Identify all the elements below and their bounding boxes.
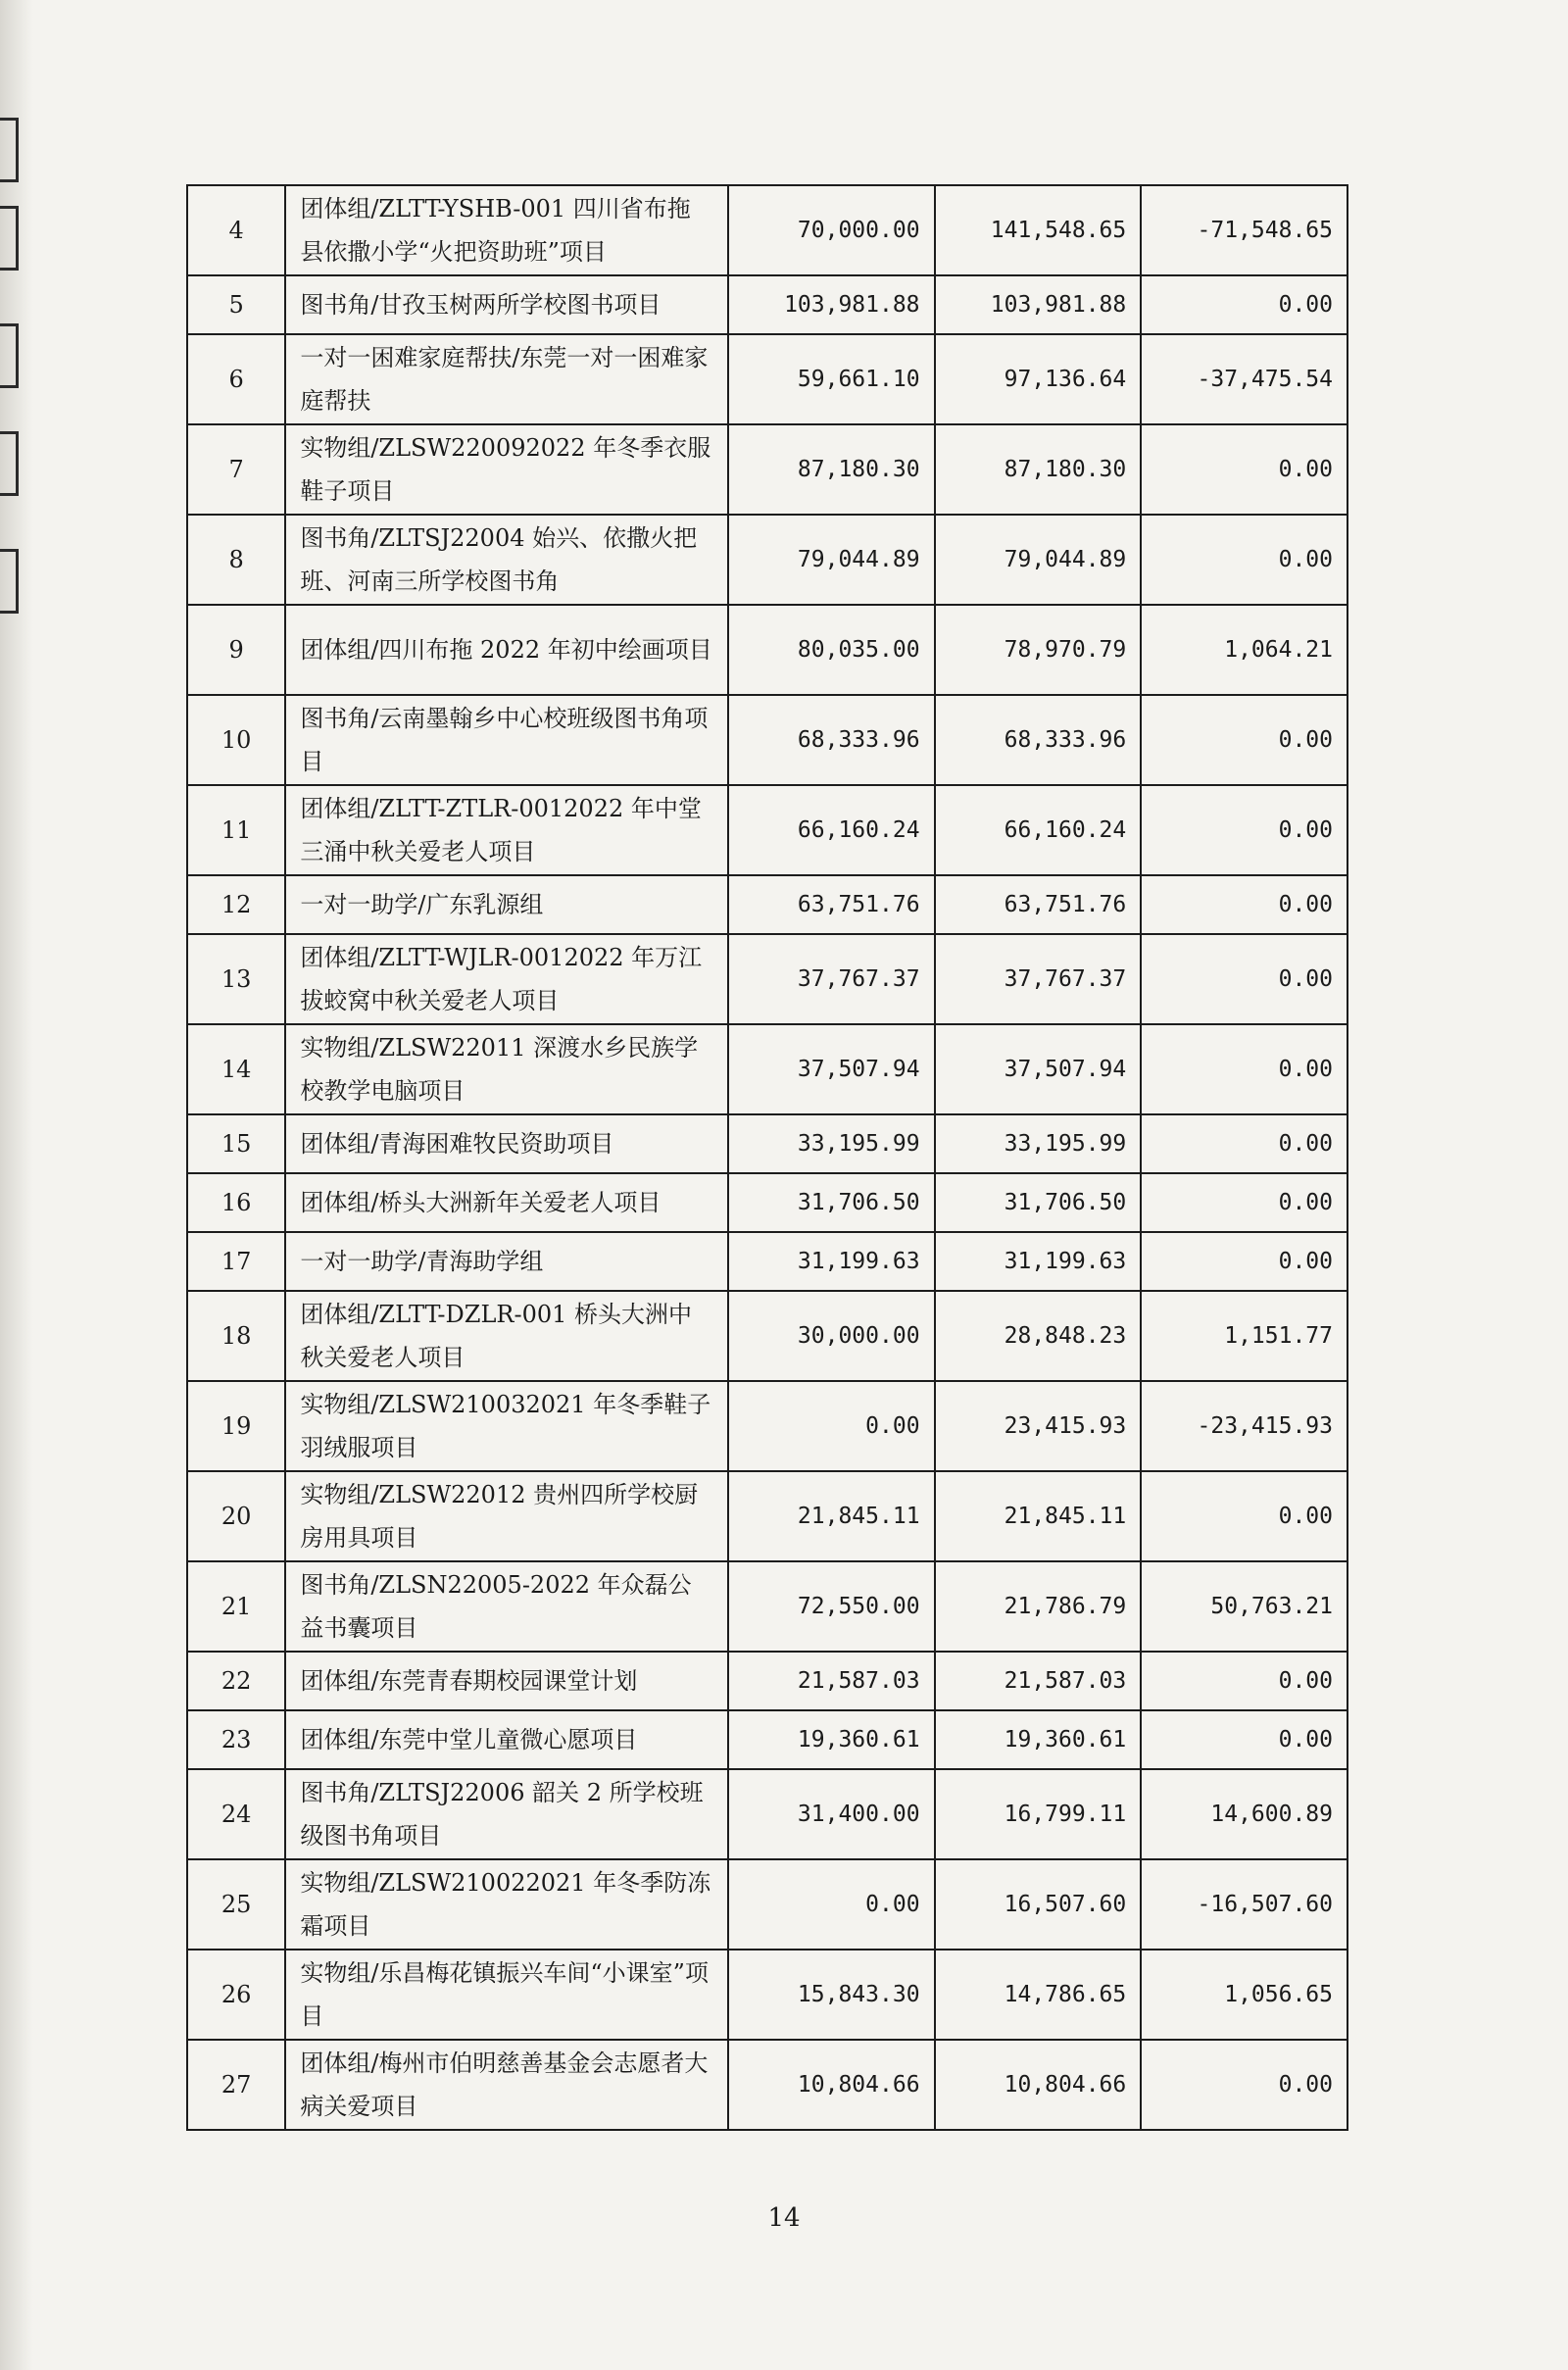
amount-cell: -37,475.54 [1141, 334, 1348, 424]
amount-cell: 72,550.00 [728, 1561, 935, 1652]
amount-cell: 33,195.99 [728, 1114, 935, 1173]
table-row [187, 1769, 1348, 1859]
project-name: 一对一助学/广东乳源组 [285, 875, 728, 934]
table-row [187, 424, 1348, 515]
row-number: 24 [187, 1769, 285, 1859]
table-row [187, 1173, 1348, 1232]
binding-mark [0, 431, 19, 496]
row-number: 13 [187, 934, 285, 1024]
project-name: 实物组/ZLSW210032021 年冬季鞋子羽绒服项目 [285, 1381, 728, 1471]
amount-cell: 0.00 [1141, 1024, 1348, 1114]
amount-cell: 79,044.89 [728, 515, 935, 605]
amount-cell: 0.00 [1141, 695, 1348, 785]
amount-cell: 16,799.11 [935, 1769, 1142, 1859]
amount-cell: 87,180.30 [935, 424, 1142, 515]
amount-cell: 0.00 [1141, 875, 1348, 934]
amount-cell: 37,767.37 [935, 934, 1142, 1024]
amount-cell: 0.00 [1141, 515, 1348, 605]
row-number: 4 [187, 185, 285, 275]
row-number: 22 [187, 1652, 285, 1710]
binding-edge [0, 0, 33, 2370]
table-row [187, 875, 1348, 934]
amount-cell: 103,981.88 [728, 275, 935, 334]
amount-cell: 23,415.93 [935, 1381, 1142, 1471]
amount-cell: 37,767.37 [728, 934, 935, 1024]
table-row [187, 185, 1348, 275]
amount-cell: 10,804.66 [935, 2040, 1142, 2130]
amount-cell: 63,751.76 [935, 875, 1142, 934]
amount-cell: 19,360.61 [935, 1710, 1142, 1769]
row-number: 5 [187, 275, 285, 334]
amount-cell: 66,160.24 [935, 785, 1142, 875]
binding-mark [0, 549, 19, 614]
amount-cell: 10,804.66 [728, 2040, 935, 2130]
table-row [187, 1859, 1348, 1950]
row-number: 25 [187, 1859, 285, 1950]
amount-cell: -16,507.60 [1141, 1859, 1348, 1950]
project-name: 团体组/青海困难牧民资助项目 [285, 1114, 728, 1173]
amount-cell: 21,786.79 [935, 1561, 1142, 1652]
row-number: 19 [187, 1381, 285, 1471]
project-name: 实物组/乐昌梅花镇振兴车间“小课室”项目 [285, 1950, 728, 2040]
amount-cell: 63,751.76 [728, 875, 935, 934]
project-name: 图书角/ZLTSJ22006 韶关 2 所学校班级图书角项目 [285, 1769, 728, 1859]
project-name: 团体组/东莞青春期校园课堂计划 [285, 1652, 728, 1710]
project-name: 一对一困难家庭帮扶/东莞一对一困难家庭帮扶 [285, 334, 728, 424]
row-number: 20 [187, 1471, 285, 1561]
project-name: 实物组/ZLSW22011 深渡水乡民族学校教学电脑项目 [285, 1024, 728, 1114]
row-number: 18 [187, 1291, 285, 1381]
amount-cell: 1,064.21 [1141, 605, 1348, 695]
amount-cell: 16,507.60 [935, 1859, 1142, 1950]
project-name: 图书角/ZLSN22005-2022 年众磊公益书囊项目 [285, 1561, 728, 1652]
project-name: 实物组/ZLSW220092022 年冬季衣服鞋子项目 [285, 424, 728, 515]
amount-cell: 50,763.21 [1141, 1561, 1348, 1652]
row-number: 10 [187, 695, 285, 785]
table-row [187, 515, 1348, 605]
binding-mark [0, 206, 19, 271]
project-name: 团体组/桥头大洲新年关爱老人项目 [285, 1173, 728, 1232]
amount-cell: 0.00 [1141, 275, 1348, 334]
amount-cell: 28,848.23 [935, 1291, 1142, 1381]
amount-cell: 14,600.89 [1141, 1769, 1348, 1859]
table-row [187, 1652, 1348, 1710]
table-row [187, 785, 1348, 875]
table-row [187, 695, 1348, 785]
amount-cell: 0.00 [1141, 1652, 1348, 1710]
project-name: 团体组/ZLTT-YSHB-001 四川省布拖县依撒小学“火把资助班”项目 [285, 185, 728, 275]
amount-cell: 1,056.65 [1141, 1950, 1348, 2040]
amount-cell: 97,136.64 [935, 334, 1142, 424]
row-number: 27 [187, 2040, 285, 2130]
amount-cell: 31,199.63 [935, 1232, 1142, 1291]
row-number: 26 [187, 1950, 285, 2040]
project-name: 实物组/ZLSW210022021 年冬季防冻霜项目 [285, 1859, 728, 1950]
amount-cell: 0.00 [1141, 424, 1348, 515]
table-row [187, 334, 1348, 424]
amount-cell: 0.00 [1141, 1471, 1348, 1561]
table-row [187, 1381, 1348, 1471]
amount-cell: 31,706.50 [935, 1173, 1142, 1232]
table-row [187, 1471, 1348, 1561]
row-number: 12 [187, 875, 285, 934]
amount-cell: 0.00 [1141, 934, 1348, 1024]
amount-cell: 0.00 [1141, 1173, 1348, 1232]
row-number: 11 [187, 785, 285, 875]
amount-cell: 0.00 [1141, 1114, 1348, 1173]
project-name: 团体组/ZLTT-DZLR-001 桥头大洲中秋关爱老人项目 [285, 1291, 728, 1381]
project-expense-table [186, 184, 1348, 2131]
row-number: 14 [187, 1024, 285, 1114]
amount-cell: 141,548.65 [935, 185, 1142, 275]
row-number: 9 [187, 605, 285, 695]
project-name: 实物组/ZLSW22012 贵州四所学校厨房用具项目 [285, 1471, 728, 1561]
table-row [187, 1114, 1348, 1173]
row-number: 8 [187, 515, 285, 605]
amount-cell: 21,587.03 [935, 1652, 1142, 1710]
amount-cell: 37,507.94 [728, 1024, 935, 1114]
amount-cell: 103,981.88 [935, 275, 1142, 334]
project-name: 团体组/四川布拖 2022 年初中绘画项目 [285, 605, 728, 695]
amount-cell: 0.00 [1141, 785, 1348, 875]
table-row [187, 275, 1348, 334]
amount-cell: -71,548.65 [1141, 185, 1348, 275]
amount-cell: 59,661.10 [728, 334, 935, 424]
row-number: 21 [187, 1561, 285, 1652]
amount-cell: 79,044.89 [935, 515, 1142, 605]
amount-cell: 21,845.11 [728, 1471, 935, 1561]
amount-cell: 15,843.30 [728, 1950, 935, 2040]
amount-cell: 68,333.96 [728, 695, 935, 785]
row-number: 17 [187, 1232, 285, 1291]
amount-cell: -23,415.93 [1141, 1381, 1348, 1471]
row-number: 23 [187, 1710, 285, 1769]
amount-cell: 87,180.30 [728, 424, 935, 515]
project-name: 图书角/ZLTSJ22004 始兴、依撒火把班、河南三所学校图书角 [285, 515, 728, 605]
binding-mark [0, 118, 19, 182]
table-row [187, 1291, 1348, 1381]
page-number: 14 [767, 2203, 801, 2233]
table-row [187, 1024, 1348, 1114]
amount-cell: 37,507.94 [935, 1024, 1142, 1114]
table-body [187, 185, 1348, 2130]
table-row [187, 934, 1348, 1024]
row-number: 7 [187, 424, 285, 515]
amount-cell: 0.00 [1141, 1232, 1348, 1291]
project-name: 图书角/云南墨翰乡中心校班级图书角项目 [285, 695, 728, 785]
row-number: 15 [187, 1114, 285, 1173]
table-row [187, 1710, 1348, 1769]
amount-cell: 80,035.00 [728, 605, 935, 695]
amount-cell: 0.00 [728, 1859, 935, 1950]
amount-cell: 14,786.65 [935, 1950, 1142, 2040]
row-number: 6 [187, 334, 285, 424]
table-row [187, 605, 1348, 695]
amount-cell: 33,195.99 [935, 1114, 1142, 1173]
amount-cell: 68,333.96 [935, 695, 1142, 785]
table-row [187, 1950, 1348, 2040]
project-name: 一对一助学/青海助学组 [285, 1232, 728, 1291]
amount-cell: 0.00 [1141, 1710, 1348, 1769]
amount-cell: 31,706.50 [728, 1173, 935, 1232]
project-name: 图书角/甘孜玉树两所学校图书项目 [285, 275, 728, 334]
amount-cell: 31,199.63 [728, 1232, 935, 1291]
binding-mark [0, 323, 19, 388]
project-name: 团体组/东莞中堂儿童微心愿项目 [285, 1710, 728, 1769]
amount-cell: 19,360.61 [728, 1710, 935, 1769]
amount-cell: 78,970.79 [935, 605, 1142, 695]
table-row [187, 1561, 1348, 1652]
amount-cell: 31,400.00 [728, 1769, 935, 1859]
project-name: 团体组/ZLTT-WJLR-0012022 年万江拔蛟窝中秋关爱老人项目 [285, 934, 728, 1024]
amount-cell: 21,587.03 [728, 1652, 935, 1710]
table-row [187, 1232, 1348, 1291]
amount-cell: 1,151.77 [1141, 1291, 1348, 1381]
table-row [187, 2040, 1348, 2130]
amount-cell: 66,160.24 [728, 785, 935, 875]
project-name: 团体组/梅州市伯明慈善基金会志愿者大病关爱项目 [285, 2040, 728, 2130]
amount-cell: 30,000.00 [728, 1291, 935, 1381]
project-name: 团体组/ZLTT-ZTLR-0012022 年中堂三涌中秋关爱老人项目 [285, 785, 728, 875]
amount-cell: 0.00 [1141, 2040, 1348, 2130]
amount-cell: 70,000.00 [728, 185, 935, 275]
project-expense-table-page [186, 184, 1348, 2131]
amount-cell: 21,845.11 [935, 1471, 1142, 1561]
row-number: 16 [187, 1173, 285, 1232]
amount-cell: 0.00 [728, 1381, 935, 1471]
